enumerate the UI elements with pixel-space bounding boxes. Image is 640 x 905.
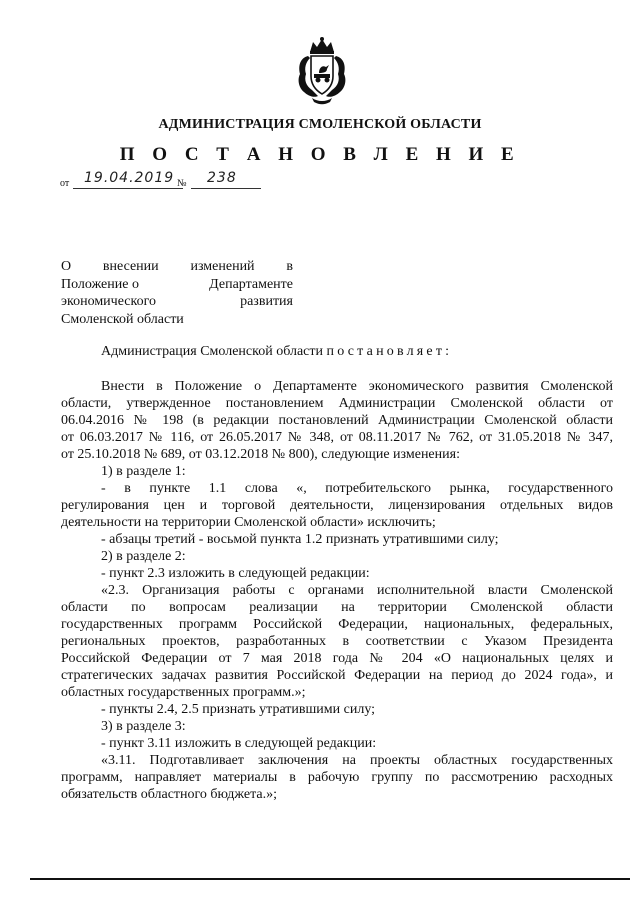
date-underline <box>73 188 183 189</box>
subject-word: Смоленской области <box>61 311 184 327</box>
body-line: от 06.03.2017 № 116, от 26.05.2017 № 348, от 08.11.2017 № 762, от 31.05.2018 № 347, <box>61 430 613 445</box>
body-line: регулирования цен и торговой деятельности, лицензирования отдельных видов <box>61 498 613 513</box>
body-line: региональных проектов, разработанных в соответствии с Указом Президента <box>61 634 613 649</box>
body-line: от 25.10.2018 № 689, от 03.12.2018 № 800), следующие изменения: <box>61 447 460 462</box>
body-line: области по вопросам реализации на территории Смоленской области <box>61 600 613 615</box>
subject-word: развития <box>240 294 293 309</box>
handwritten-number: 238 <box>207 170 237 186</box>
body-line: области, утвержденное постановлением Администрации Смоленской области от <box>61 396 613 411</box>
subject-word: экономического <box>61 294 156 309</box>
enacting-clause-prefix: Администрация Смоленской области <box>101 344 327 359</box>
subject-word: О <box>61 259 72 274</box>
number-underline <box>191 188 261 189</box>
body-line: программ, направляет материалы в рабочую группу по рассмотрению расходных <box>61 770 613 785</box>
body-line: - абзацы третий - восьмой пункта 1.2 признать утратившими силу; <box>101 532 499 547</box>
body-line: - пункт 2.3 изложить в следующей редакции: <box>101 566 370 581</box>
body-line: «3.11. Подготавливает заключения на проекты областных государственных <box>101 753 613 768</box>
body-line: - в пункте 1.1 слова «, потребительского рынка, государственного <box>101 481 613 496</box>
subject-word: Положение о <box>61 276 139 292</box>
resolution-body <box>61 378 613 803</box>
handwritten-date: 19.04.2019 <box>84 170 175 186</box>
body-line: 2) в разделе 2: <box>101 549 186 564</box>
date-from-label: от <box>60 178 70 189</box>
subject-line <box>61 276 293 294</box>
enacting-clause <box>101 344 452 360</box>
document-type-title: П О С Т А Н О В Л Е Н И Е <box>119 144 521 165</box>
body-line: «2.3. Организация работы с органами исполнительной власти Смоленской <box>101 583 613 598</box>
date-number-line <box>60 170 280 192</box>
body-line: 3) в разделе 3: <box>101 719 186 734</box>
coat-of-arms-icon <box>294 36 350 106</box>
enacting-clause-verb: постановляет: <box>326 344 453 359</box>
body-line: обязательств областного бюджета.»; <box>61 787 278 802</box>
body-line: областных государственных программ.»; <box>61 685 306 700</box>
body-line: Российской Федерации от 7 мая 2018 года № 204 «О национальных целях и <box>61 651 613 666</box>
subject-line <box>61 258 293 276</box>
subject-word: в <box>286 259 293 274</box>
subject-word: внесении <box>102 259 159 274</box>
body-line: 1) в разделе 1: <box>101 464 186 479</box>
subject-word: изменений <box>190 259 255 274</box>
body-line: 06.04.2016 № 198 (в редакции постановлений Администрации Смоленской области <box>61 413 613 428</box>
subject-block <box>61 258 293 328</box>
body-line: государственных программ Российской Федерации, национальных, федеральных, <box>61 617 613 632</box>
body-line: - пункты 2.4, 2.5 признать утратившими силу; <box>101 702 376 717</box>
body-line: - пункт 3.11 изложить в следующей редакции: <box>101 736 377 751</box>
subject-word: Департаменте <box>209 276 293 292</box>
footer-rule <box>30 878 630 880</box>
body-line: деятельности на территории Смоленской области» исключить; <box>61 515 436 530</box>
number-label: № <box>177 178 187 189</box>
administration-title: АДМИНИСТРАЦИЯ СМОЛЕНСКОЙ ОБЛАСТИ <box>158 117 482 132</box>
body-line: стратегических задачах развития Российской Федерации на период до 2024 года», и <box>61 668 613 683</box>
subject-line <box>61 311 293 329</box>
body-line: Внести в Положение о Департаменте экономического развития Смоленской <box>101 379 613 394</box>
subject-line <box>61 293 293 311</box>
